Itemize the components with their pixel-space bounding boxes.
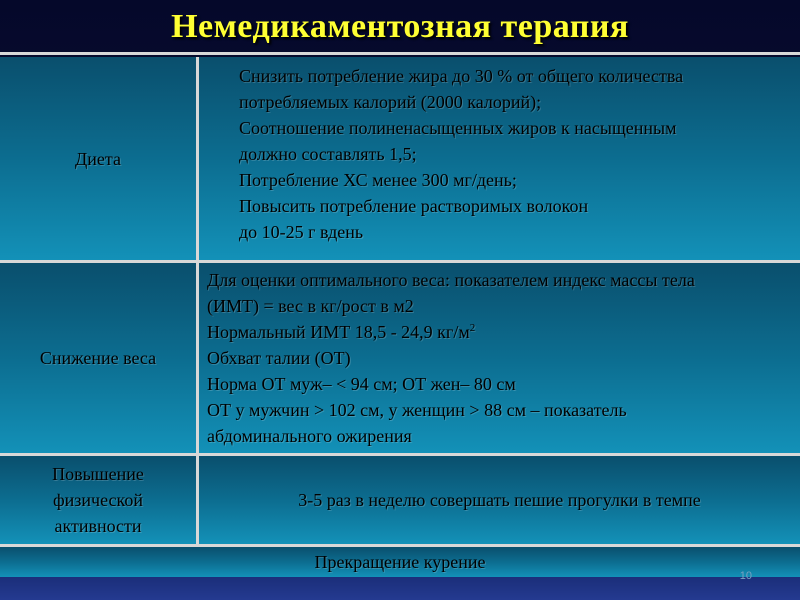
smoking-cell (0, 547, 800, 577)
diet-label: Диета (75, 148, 121, 169)
diet-line: Снизить потребление жира до 30 % от общего количества (239, 66, 684, 86)
weight-label-cell (0, 263, 196, 453)
weight-line (207, 319, 790, 345)
column-divider (196, 57, 199, 544)
diet-line: должно составлять 1,5; (239, 144, 417, 164)
page-number: 10 (739, 570, 752, 582)
weight-content-cell (199, 263, 800, 453)
diet-label-cell (0, 57, 196, 260)
diet-content-cell (199, 57, 800, 260)
diet-line: Повысить потребление растворимых волокон (239, 196, 589, 216)
bottom-bar (0, 577, 800, 600)
diet-line: Соотношение полиненасыщенных жиров к насыщенным (239, 118, 677, 138)
diet-line: потребляемых калорий (2000 калорий); (239, 92, 542, 112)
weight-line: Для оценки оптимального веса: показателем индекс массы тела (207, 270, 695, 290)
slide-title: Немедикаментозная терапия (171, 8, 629, 45)
weight-label: Снижение веса (39, 348, 157, 368)
activity-content-cell (199, 456, 800, 544)
bmi-normal-text: Нормальный ИМТ 18,5 - 24,9 кг/м (207, 322, 470, 342)
title-divider (0, 52, 800, 55)
weight-line: абдоминального ожирения (207, 426, 412, 446)
weight-line: ОТ у мужчин > 102 см, у женщин > 88 см – показатель (207, 400, 627, 420)
activity-label-line: Повышение (52, 464, 144, 484)
activity-label-cell (0, 456, 196, 544)
activity-text: 3-5 раз в неделю совершать пешие прогулки в темпе (298, 490, 701, 510)
weight-line: (ИМТ) = вес в кг/рост в м2 (207, 296, 414, 316)
smoking-label: Прекращение курение (314, 552, 486, 572)
weight-line: Обхват талии (ОТ) (207, 348, 351, 368)
activity-label-line: физической (53, 490, 143, 510)
activity-label-line: активности (54, 516, 142, 536)
diet-line: до 10-25 г вдень (239, 222, 364, 242)
diet-line: Потребление ХС менее 300 мг/день; (239, 170, 517, 190)
weight-line: Норма ОТ муж– < 94 см; ОТ жен– 80 см (207, 374, 516, 394)
bmi-unit-superscript: 2 (469, 322, 476, 334)
